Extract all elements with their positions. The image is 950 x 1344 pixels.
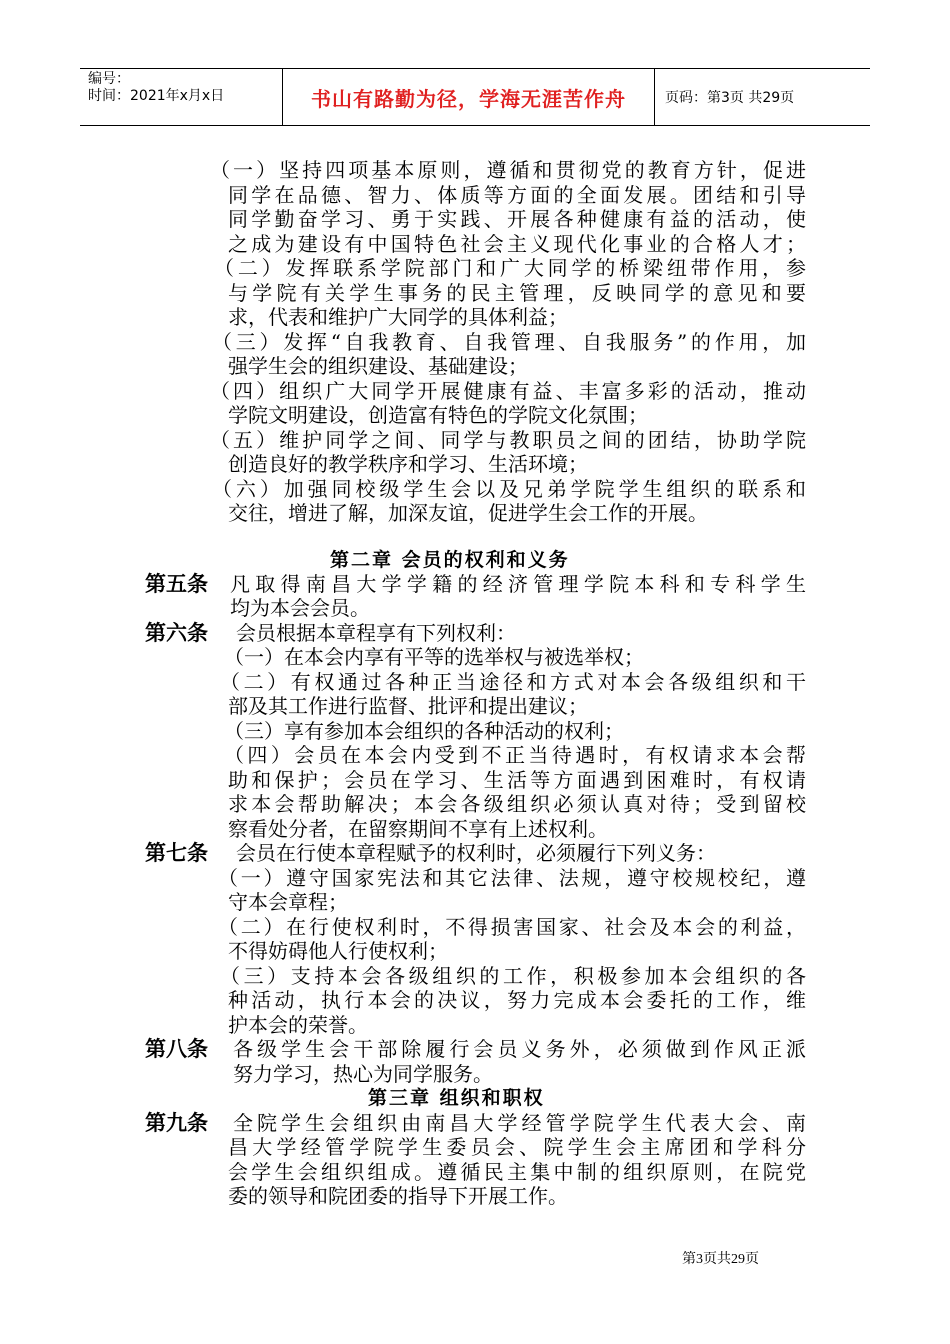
- text-line: 守本会章程；: [228, 890, 348, 914]
- text-line: 学院文明建设，创造富有特色的学院文化氛围；: [228, 403, 648, 427]
- text-line: 种活动，执行本会的决议，努力完成本会委托的工作，维: [228, 988, 806, 1012]
- text-line: 全院学生会组织由南昌大学经管学院学生代表大会、南: [233, 1111, 806, 1135]
- text-line: 与学院有关学生事务的民主管理，反映同学的意见和要: [228, 281, 806, 305]
- text-line: （三）支持本会各级组织的工作，积极参加本会组织的各: [220, 964, 806, 988]
- article-number: 第五条: [145, 572, 208, 596]
- text-line: 护本会的荣誉。: [228, 1013, 368, 1037]
- header-number-label: 编号：: [88, 71, 130, 87]
- article-number: 第七条: [145, 841, 208, 865]
- header-time-label: 时间：2021年x月x日: [88, 88, 225, 104]
- text-line: （二）有权通过各种正当途径和方式对本会各级组织和干: [220, 670, 806, 694]
- text-line: 会员根据本章程享有下列权利：: [236, 621, 516, 645]
- text-line: 求，代表和维护广大同学的具体利益；: [228, 305, 568, 329]
- text-line: 助和保护；会员在学习、生活等方面遇到困难时，有权请: [228, 768, 806, 792]
- text-line: 凡取得南昌大学学籍的经济管理学院本科和专科学生: [230, 572, 806, 596]
- text-line: 强学生会的组织建设、基础建设；: [228, 354, 528, 378]
- text-line: （五）维护同学之间、同学与教职员之间的团结，协助学院: [210, 428, 806, 452]
- text-line: 察看处分者，在留察期间不享有上述权利。: [228, 817, 608, 841]
- text-line: （三）享有参加本会组织的各种活动的权利；: [224, 719, 624, 743]
- chapter-heading: 第三章 组织和职权: [368, 1087, 545, 1109]
- text-line: 会员在行使本章程赋予的权利时，必须履行下列义务：: [236, 841, 716, 865]
- text-line: （二）发挥联系学院部门和广大同学的桥梁纽带作用，参: [214, 256, 806, 280]
- text-line: （三）发挥“自我教育、自我管理、自我服务”的作用，加: [212, 330, 806, 354]
- chapter-heading: 第二章 会员的权利和义务: [330, 549, 570, 571]
- text-line: 求本会帮助解决；本会各级组织必须认真对待；受到留校: [228, 792, 806, 816]
- text-line: 创造良好的教学秩序和学习、生活环境；: [228, 452, 588, 476]
- article-number: 第六条: [145, 621, 208, 645]
- text-line: 不得妨碍他人行使权利；: [228, 939, 448, 963]
- text-line: 同学勤奋学习、勇于实践、开展各种健康有益的活动，使: [228, 207, 806, 231]
- header-meta: [80, 69, 283, 125]
- text-line: （一）遵守国家宪法和其它法律、法规，遵守校规校纪，遵: [218, 866, 806, 890]
- text-line: 努力学习，热心为同学服务。: [233, 1062, 493, 1086]
- text-line: 交往，增进了解，加深友谊，促进学生会工作的开展。: [228, 501, 708, 525]
- text-line: （四）组织广大同学开展健康有益、丰富多彩的活动，推动: [210, 379, 806, 403]
- text-line: （一）在本会内享有平等的选举权与被选举权；: [224, 645, 644, 669]
- article-number: 第九条: [145, 1111, 208, 1135]
- text-line: 会学生会组织组成。遵循民主集中制的组织原则，在院党: [228, 1160, 806, 1184]
- article-number: 第八条: [145, 1037, 208, 1061]
- page-header: [80, 68, 870, 126]
- text-line: （四）会员在本会内受到不正当待遇时，有权请求本会帮: [224, 743, 806, 767]
- text-line: （一）坚持四项基本原则，遵循和贯彻党的教育方针，促进: [210, 158, 806, 182]
- header-motto: 书山有路勤为径，学海无涯苦作舟: [283, 69, 655, 125]
- text-line: 均为本会会员。: [230, 596, 370, 620]
- text-line: 委的领导和院团委的指导下开展工作。: [228, 1184, 568, 1208]
- header-page-info: 页码：第3页 共29页: [665, 90, 795, 106]
- text-line: 之成为建设有中国特色社会主义现代化事业的合格人才；: [228, 232, 806, 256]
- text-line: （六）加强同校级学生会以及兄弟学院学生组织的联系和: [212, 477, 806, 501]
- page-footer: 第3页共29页: [682, 1252, 759, 1267]
- text-line: 同学在品德、智力、体质等方面的全面发展。团结和引导: [228, 183, 806, 207]
- text-line: 部及其工作进行监督、批评和提出建议；: [228, 694, 588, 718]
- text-line: 各级学生会干部除履行会员义务外，必须做到作风正派: [233, 1037, 806, 1061]
- text-line: （二）在行使权利时，不得损害国家、社会及本会的利益，: [218, 915, 806, 939]
- text-line: 昌大学经管学院学生委员会、院学生会主席团和学科分: [228, 1135, 806, 1159]
